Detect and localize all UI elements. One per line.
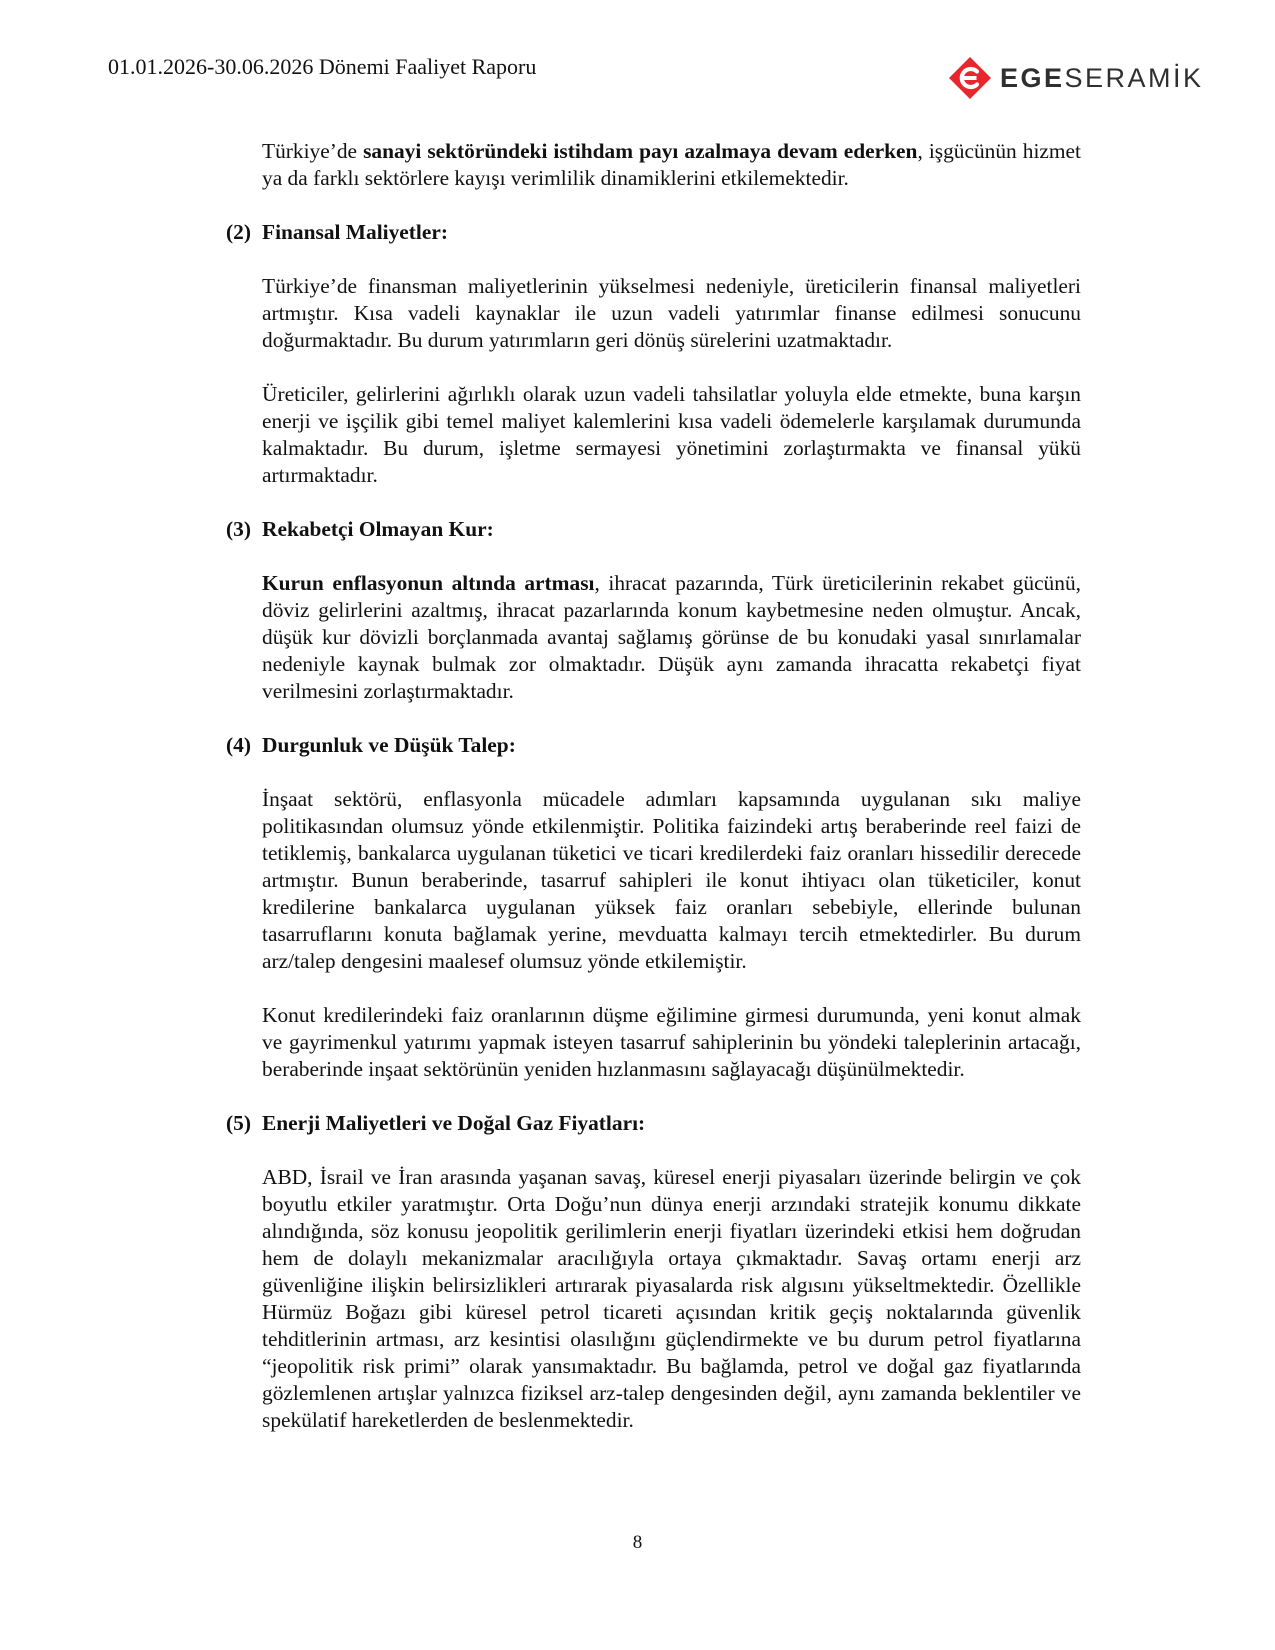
document-body bbox=[226, 138, 1081, 1461]
exchange-rate-bold-text: Kurun enflasyonun altında artması bbox=[262, 571, 595, 595]
company-logo bbox=[948, 52, 1204, 104]
report-header-title: 01.01.2026-30.06.2026 Dönemi Faaliyet Raporu bbox=[108, 54, 537, 79]
financial-costs-paragraph-1: Türkiye’de finansman maliyetlerinin yükselmesi nedeniyle, üreticilerin finansal maliyetleri artmıştır. Kısa vadeli kaynaklar ile uzun vadeli yatırımlar finanse edilmesi sonucunu doğurmaktadır. Bu durum yatırımların geri dönüş sürelerini uzatmaktadır. bbox=[262, 274, 1081, 352]
logo-brand-light: SERAMİK bbox=[1064, 62, 1204, 93]
page-number: 8 bbox=[632, 1532, 643, 1553]
exchange-rate-paragraph bbox=[262, 570, 1081, 705]
intro-text-bold: sanayi sektöründeki istihdam payı azalmaya devam ederken bbox=[363, 139, 918, 163]
exchange-rate-text: , ihracat pazarında, Türk üreticilerinin rekabet gücünü, döviz gelirlerini azaltmış, ihracat pazarlarında konum kaybetmesine neden olmuştur. Ancak, düşük kur dövizli borçlanmada avantaj sağlamış görünse de bu konudaki yasal sınırlamalar nedeniyle kaynak bulmak zor olmaktadır. Düşük aynı zamanda ihracatta rekabetçi fiyat verilmesini zorlaştırmaktadır. bbox=[262, 571, 1081, 703]
logo-wordmark bbox=[1000, 63, 1204, 94]
financial-costs-paragraph-2: Üreticiler, gelirlerini ağırlıklı olarak uzun vadeli tahsilatlar yoluyla elde etmekte, buna karşın enerji ve işçilik gibi temel maliyet kalemlerini kısa vadeli ödemelerle karşılamak durumunda kalmaktadır. Bu durum, işletme sermayesi yönetimini zorlaştırmakta ve finansal yükü artırmaktadır. bbox=[262, 382, 1081, 487]
section-title: Finansal Maliyetler: bbox=[262, 220, 448, 244]
section-heading-energy-costs bbox=[226, 1110, 1081, 1137]
logo-brand-bold: EGE bbox=[1000, 62, 1065, 93]
section-heading-financial-costs bbox=[226, 219, 1081, 246]
section-title: Durgunluk ve Düşük Talep: bbox=[262, 733, 516, 757]
intro-paragraph bbox=[262, 138, 1081, 192]
section-number: (4) bbox=[226, 733, 251, 757]
stagnation-paragraph-2: Konut kredilerindeki faiz oranlarının düşme eğilimine girmesi durumunda, yeni konut almak ve gayrimenkul yatırımı yapmak isteyen tasarruf sahiplerinin bu yöndeki taleplerinin artacağı, beraberinde inşaat sektörünün yeniden hızlanmasını sağlayacağı düşünülmektedir. bbox=[262, 1003, 1081, 1081]
section-title: Rekabetçi Olmayan Kur: bbox=[262, 517, 494, 541]
stagnation-paragraph-1: İnşaat sektörü, enflasyonla mücadele adımları kapsamında uygulanan sıkı maliye politikasından olumsuz yönde etkilenmiştir. Politika faizindeki artış beraberinde reel faizi de tetiklemiş, bankalarca uygulanan tüketici ve ticari kredilerdeki faiz oranları hissedilir derecede artmıştır. Bunun beraberinde, tasarruf sahipleri ile konut ihtiyacı olan tüketiciler, konut kredilerine bankalarca uygulanan yüksek faiz oranları sebebiyle, ellerinde bulunan tasarruflarını konuta bağlamak yerine, mevduatta kalmayı tercih etmektedirler. Bu durum arz/talep dengesini maalesef olumsuz yönde etkilemiştir. bbox=[262, 787, 1081, 973]
section-number: (2) bbox=[226, 220, 251, 244]
section-title: Enerji Maliyetleri ve Doğal Gaz Fiyatları: bbox=[262, 1111, 646, 1135]
intro-text-after: , işgücünün hizmet ya da farklı sektörlere kayışı verimlilik dinamiklerini etkilemektedir. bbox=[262, 139, 1081, 190]
section-number: (3) bbox=[226, 517, 251, 541]
section-heading-exchange-rate bbox=[226, 516, 1081, 543]
intro-text-before: Türkiye’de bbox=[262, 139, 364, 163]
ege-seramik-logo-icon bbox=[948, 56, 992, 100]
energy-costs-paragraph: ABD, İsrail ve İran arasında yaşanan savaş, küresel enerji piyasaları üzerinde belirgin ve çok boyutlu etkiler yaratmıştır. Orta Doğu’nun dünya enerji arzındaki stratejik konumu dikkate alındığında, söz konusu jeopolitik gerilimlerin enerji fiyatları üzerindeki etkisi hem doğrudan hem de dolaylı mekanizmalar aracılığıyla ortaya çıkmaktadır. Savaş ortamı enerji arz güvenliğine ilişkin belirsizlikleri artırarak piyasalarda risk algısını yükseltmektedir. Özellikle Hürmüz Boğazı gibi küresel petrol ticareti açısından kritik geçiş noktalarında güvenlik tehditlerinin artması, arz kesintisi olasılığını güçlendirmekte ve bu durum petrol fiyatlarına “jeopolitik risk primi” olarak yansımaktadır. Bu bağlamda, petrol ve doğal gaz fiyatlarında gözlemlenen artışlar yalnızca fiziksel arz-talep dengesinden değil, aynı zamanda beklentiler ve spekülatif hareketlerden de beslenmektedir. bbox=[262, 1165, 1081, 1432]
section-number: (5) bbox=[226, 1111, 251, 1135]
section-heading-stagnation bbox=[226, 732, 1081, 759]
